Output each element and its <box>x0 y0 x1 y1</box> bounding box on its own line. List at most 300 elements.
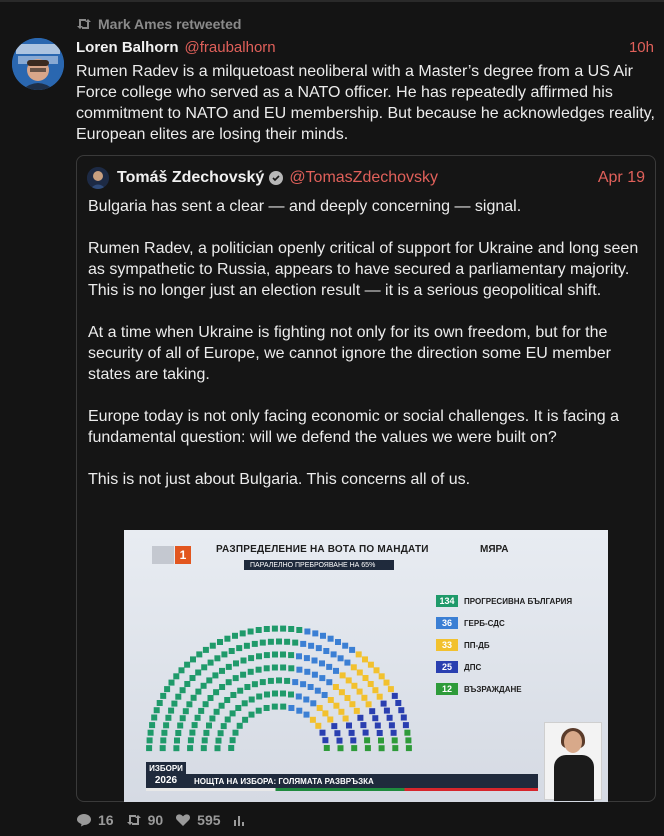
seat-mark <box>221 651 227 657</box>
seat-mark <box>346 723 352 729</box>
seat-mark <box>256 653 262 659</box>
avatar[interactable] <box>12 38 64 90</box>
seat-mark <box>312 658 318 664</box>
seat-mark <box>392 693 398 699</box>
seat-mark <box>244 643 250 649</box>
seat-mark <box>157 700 163 706</box>
seat-mark <box>256 694 262 700</box>
seat-mark <box>229 648 235 654</box>
seat-mark <box>319 660 325 666</box>
seat-mark <box>177 723 183 729</box>
seat-mark <box>333 668 339 674</box>
seat-mark <box>406 745 412 751</box>
seat-mark <box>405 737 411 743</box>
seat-mark <box>215 745 221 751</box>
seat-mark <box>256 627 262 633</box>
seat-mark <box>361 695 367 701</box>
seat-mark <box>392 737 398 743</box>
seat-mark <box>398 707 404 713</box>
seat-mark <box>219 684 225 690</box>
seat-mark <box>213 689 219 695</box>
seat-mark <box>248 655 254 661</box>
seat-mark <box>354 708 360 714</box>
seat-mark <box>368 681 374 687</box>
seat-mark <box>280 704 286 710</box>
seat-mark <box>210 643 216 649</box>
quote-text <box>88 196 646 511</box>
seat-mark <box>151 715 157 721</box>
seat-mark <box>180 687 186 693</box>
seat-mark <box>256 667 262 673</box>
parliament-seat-chart <box>124 570 434 770</box>
seat-mark <box>322 710 328 716</box>
channel-logo-icon <box>152 546 174 564</box>
seat-mark <box>249 697 255 703</box>
reply-icon <box>76 813 92 827</box>
seat-mark <box>296 627 302 633</box>
legend-row <box>436 612 596 634</box>
seat-mark <box>237 688 243 694</box>
seat-mark <box>328 636 334 642</box>
seat-mark <box>260 679 266 685</box>
seat-mark <box>328 697 334 703</box>
seat-mark <box>214 709 220 715</box>
seat-mark <box>233 660 239 666</box>
seat-mark <box>351 664 357 670</box>
seat-mark <box>372 687 378 693</box>
seat-mark <box>308 684 314 690</box>
reply-count: 16 <box>98 812 114 828</box>
seat-mark <box>163 722 169 728</box>
seat-mark <box>160 745 166 751</box>
seat-mark <box>333 684 339 690</box>
seat-mark <box>192 722 198 728</box>
seat-mark <box>272 652 278 658</box>
seat-mark <box>161 730 167 736</box>
legend-row <box>436 656 596 678</box>
seat-mark <box>391 730 397 736</box>
seat-mark <box>252 641 258 647</box>
seat-mark <box>230 692 236 698</box>
seat-mark <box>292 640 298 646</box>
seat-mark <box>364 737 370 743</box>
seat-mark <box>228 745 234 751</box>
seat-mark <box>237 723 243 729</box>
author-handle[interactable]: @fraubalhorn <box>184 38 276 56</box>
seat-mark <box>201 745 207 751</box>
seat-mark <box>169 680 175 686</box>
seat-mark <box>350 737 356 743</box>
seat-mark <box>288 626 294 632</box>
graphic-subtitle: ПАРАЛЕЛНО ПРЕБРОЯВАНЕ НА 65% <box>244 560 394 570</box>
seat-mark <box>221 723 227 729</box>
legend-row <box>436 590 596 612</box>
seat-mark <box>360 722 366 728</box>
seat-mark <box>377 694 383 700</box>
seat-mark <box>252 681 258 687</box>
seat-mark <box>345 695 351 701</box>
seat-mark <box>208 695 214 701</box>
seat-mark <box>319 675 325 681</box>
seat-mark <box>384 680 390 686</box>
seat-mark <box>226 679 232 685</box>
seat-mark <box>171 701 177 707</box>
seat-mark <box>195 715 201 721</box>
graphic-title: РАЗПРЕДЕЛЕНИЕ НА ВОТА ПО МАНДАТИ <box>216 544 429 555</box>
like-action[interactable] <box>175 812 220 828</box>
quote-paragraph: Rumen Radev, a politician openly critical of support for Ukraine and long seen as sympathetic to Russia, appears to have secured a parliamentary majority. This is no longer just an election result — it is a serious geopolitical shift. <box>88 240 639 299</box>
seat-mark <box>365 745 371 751</box>
seat-mark <box>190 656 196 662</box>
quote-author-name[interactable]: Tomáš Zdechovský <box>117 169 265 186</box>
seat-mark <box>363 675 369 681</box>
seat-mark <box>351 745 357 751</box>
seat-mark <box>232 633 238 639</box>
tweet-header <box>76 37 656 57</box>
seat-mark <box>375 723 381 729</box>
seat-mark <box>296 667 302 673</box>
seat-mark <box>148 730 154 736</box>
legend-seats: 36 <box>436 617 458 629</box>
seat-mark <box>312 672 318 678</box>
seat-mark <box>179 667 185 673</box>
seat-mark <box>230 710 236 716</box>
seat-mark <box>191 695 197 701</box>
seat-mark <box>379 745 385 751</box>
seat-mark <box>288 692 294 698</box>
seat-mark <box>268 678 274 684</box>
seat-mark <box>272 626 278 632</box>
seat-mark <box>349 730 355 736</box>
seat-mark <box>164 686 170 692</box>
seat-mark <box>264 665 270 671</box>
retweeted-by-label[interactable]: Mark Ames retweeted <box>98 16 242 32</box>
seat-mark <box>183 708 189 714</box>
seat-mark <box>224 636 230 642</box>
reply-action[interactable] <box>76 812 114 828</box>
seat-mark <box>349 701 355 707</box>
ticker-year: 2026 <box>154 775 178 786</box>
seat-mark <box>304 712 310 718</box>
retweet-indicator <box>76 15 241 33</box>
seat-mark <box>224 697 230 703</box>
seat-mark <box>149 722 155 728</box>
legend-party-name: ДПС <box>464 662 482 672</box>
seat-mark <box>334 730 340 736</box>
retweet-action[interactable] <box>126 812 164 828</box>
seat-mark <box>315 688 321 694</box>
seat-mark <box>195 670 201 676</box>
legend-party-name: ВЪЗРАЖДАНЕ <box>464 684 522 694</box>
seat-mark <box>175 730 181 736</box>
seat-mark <box>248 669 254 675</box>
seat-mark <box>303 697 309 703</box>
seat-mark <box>338 745 344 751</box>
seat-mark <box>206 677 212 683</box>
seat-mark <box>184 681 190 687</box>
seat-mark <box>312 630 318 636</box>
like-count: 595 <box>197 812 221 828</box>
seat-mark <box>264 705 270 711</box>
seat-mark <box>377 730 383 736</box>
seat-mark <box>357 715 363 721</box>
seat-mark <box>326 679 332 685</box>
seat-mark <box>304 669 310 675</box>
quote-media-image[interactable] <box>124 530 608 802</box>
seat-mark <box>242 700 248 706</box>
seat-mark <box>233 675 239 681</box>
seat-mark <box>324 745 330 751</box>
seat-mark <box>203 730 209 736</box>
seat-mark <box>242 717 248 723</box>
seat-mark <box>165 715 171 721</box>
seat-mark <box>296 694 302 700</box>
seat-mark <box>387 715 393 721</box>
seat-mark <box>349 647 355 653</box>
seat-mark <box>288 652 294 658</box>
interpreter-head <box>564 731 582 753</box>
seat-mark <box>249 712 255 718</box>
seat-mark <box>233 730 239 736</box>
seat-mark <box>342 643 348 649</box>
seat-mark <box>292 679 298 685</box>
seat-mark <box>315 723 321 729</box>
quote-avatar[interactable] <box>87 167 109 189</box>
flag-stripe <box>146 788 538 791</box>
quote-header <box>87 167 645 189</box>
seat-mark <box>268 639 274 645</box>
seat-mark <box>308 643 314 649</box>
retweet-count: 90 <box>147 812 164 828</box>
seat-mark <box>331 651 337 657</box>
sign-language-interpreter <box>544 722 602 800</box>
seat-mark <box>392 745 398 751</box>
seat-mark <box>244 684 250 690</box>
seat-mark <box>379 673 385 679</box>
seat-mark <box>344 660 350 666</box>
seat-mark <box>180 715 186 721</box>
party-legend <box>436 590 596 700</box>
seat-mark <box>219 668 225 674</box>
seat-mark <box>154 707 160 713</box>
seat-mark <box>217 639 223 645</box>
seat-mark <box>235 705 241 711</box>
seat-mark <box>190 675 196 681</box>
seat-mark <box>338 709 344 715</box>
seat-mark <box>260 640 266 646</box>
seat-mark <box>366 701 372 707</box>
seat-mark <box>381 701 387 707</box>
seat-mark <box>214 655 220 661</box>
seat-mark <box>363 730 369 736</box>
seat-mark <box>284 639 290 645</box>
seat-mark <box>378 738 384 744</box>
seat-mark <box>374 667 380 673</box>
seat-mark <box>296 708 302 714</box>
seat-mark <box>357 689 363 695</box>
tweet-time[interactable]: 10h <box>628 38 654 56</box>
seat-mark <box>256 708 262 714</box>
ticker-top-label: ИЗБОРИ <box>149 764 183 773</box>
seat-mark <box>369 708 375 714</box>
seat-mark <box>173 745 179 751</box>
seat-mark <box>276 677 282 683</box>
seat-mark <box>272 691 278 697</box>
heart-icon <box>175 813 191 827</box>
seat-mark <box>300 681 306 687</box>
seat-mark <box>288 665 294 671</box>
legend-seats: 134 <box>436 595 458 607</box>
seat-mark <box>340 672 346 678</box>
seat-mark <box>284 678 290 684</box>
seat-mark <box>320 633 326 639</box>
quote-time[interactable]: Apr 19 <box>597 169 645 186</box>
seat-mark <box>343 716 349 722</box>
seat-mark <box>276 639 282 645</box>
tweet-text: Rumen Radev is a milquetoast neoliberal with a Master’s degree from a US Air Force college who served as a NATO officer. He has repeatedly affirmed his commitment to NATO and EU membership. But because he acknowledges reality, European elites are losing their minds. <box>76 63 655 143</box>
seat-mark <box>175 694 181 700</box>
seat-mark <box>272 665 278 671</box>
seat-mark <box>186 701 192 707</box>
seat-mark <box>280 626 286 632</box>
seat-mark <box>317 705 323 711</box>
legend-seats: 33 <box>436 639 458 651</box>
retweet-icon <box>126 813 142 827</box>
seat-mark <box>389 722 395 728</box>
seat-mark <box>209 716 215 722</box>
seat-mark <box>404 730 410 736</box>
analytics-action[interactable] <box>233 813 245 827</box>
seat-mark <box>195 689 201 695</box>
seat-mark <box>388 686 394 692</box>
seat-mark <box>338 655 344 661</box>
seat-mark <box>187 745 193 751</box>
seat-mark <box>160 737 166 743</box>
seat-mark <box>174 738 180 744</box>
tweet-actions <box>76 810 249 830</box>
seat-mark <box>230 737 236 743</box>
analytics-icon <box>233 813 245 827</box>
seat-mark <box>206 723 212 729</box>
legend-party-name: ПП-ДБ <box>464 640 490 650</box>
seat-mark <box>323 648 329 654</box>
seat-mark <box>225 717 231 723</box>
seat-mark <box>212 672 218 678</box>
seat-mark <box>201 683 207 689</box>
seat-mark <box>351 683 357 689</box>
legend-row <box>436 634 596 656</box>
quote-author-handle[interactable]: @TomasZdechovsky <box>289 169 439 186</box>
channel-number: 1 <box>175 546 191 564</box>
seat-mark <box>322 692 328 698</box>
seat-mark <box>304 655 310 661</box>
seat-mark <box>272 704 278 710</box>
seat-mark <box>264 692 270 698</box>
seat-mark <box>203 647 209 653</box>
seat-mark <box>226 664 232 670</box>
seat-mark <box>310 717 316 723</box>
seat-mark <box>280 652 286 658</box>
seat-mark <box>188 737 194 743</box>
seat-mark <box>357 670 363 676</box>
seat-mark <box>337 738 343 744</box>
seat-mark <box>218 730 224 736</box>
graphic-brand: МЯРА <box>480 544 509 555</box>
quoted-tweet[interactable] <box>76 155 656 802</box>
author-name[interactable]: Loren Balhorn <box>76 38 179 56</box>
seat-mark <box>362 656 368 662</box>
seat-mark <box>264 626 270 632</box>
seat-mark <box>288 705 294 711</box>
legend-seats: 12 <box>436 683 458 695</box>
retweet-icon <box>76 17 92 31</box>
legend-party-name: ПРОГРЕСИВНА БЪЛГАРИЯ <box>464 596 573 606</box>
ticker-text: НОЩТА НА ИЗБОРА: ГОЛЯМАТА РАЗВРЪЗКА <box>186 774 538 788</box>
seat-mark <box>219 703 225 709</box>
seat-mark <box>240 672 246 678</box>
seat-mark <box>368 662 374 668</box>
seat-mark <box>395 700 401 706</box>
legend-seats: 25 <box>436 661 458 673</box>
seat-mark <box>322 737 328 743</box>
seat-mark <box>403 722 409 728</box>
seat-mark <box>198 708 204 714</box>
seat-mark <box>280 665 286 671</box>
seat-mark <box>331 723 337 729</box>
seat-mark <box>280 691 286 697</box>
seat-mark <box>264 652 270 658</box>
seat-mark <box>147 737 153 743</box>
seat-mark <box>240 630 246 636</box>
seat-mark <box>310 700 316 706</box>
legend-party-name: ГЕРБ-СДС <box>464 618 505 628</box>
seat-mark <box>184 662 190 668</box>
seat-mark <box>216 738 222 744</box>
quote-paragraph: At a time when Ukraine is fighting not only for its own freedom, but for the security of all of Europe, we cannot ignore the direction some EU member states are taking. <box>88 324 611 383</box>
seat-mark <box>356 651 362 657</box>
seat-mark <box>146 745 152 751</box>
seat-mark <box>203 701 209 707</box>
seat-mark <box>201 664 207 670</box>
quote-paragraph: This is not just about Bulgaria. This concerns all of us. <box>88 471 471 488</box>
verified-icon <box>269 171 283 185</box>
seat-mark <box>300 641 306 647</box>
seat-mark <box>160 693 166 699</box>
seat-mark <box>327 717 333 723</box>
seat-mark <box>189 730 195 736</box>
seat-mark <box>384 708 390 714</box>
seat-mark <box>316 645 322 651</box>
seat-mark <box>296 653 302 659</box>
interpreter-body <box>554 755 594 801</box>
seat-mark <box>401 715 407 721</box>
seat-mark <box>168 708 174 714</box>
seat-mark <box>339 689 345 695</box>
seat-mark <box>304 629 310 635</box>
quote-paragraph: Europe today is not only facing economic or social challenges. It is facing a fundamental question: will we defend the values we were built on? <box>88 408 619 446</box>
top-divider <box>0 0 664 2</box>
seat-mark <box>248 629 254 635</box>
seat-mark <box>335 639 341 645</box>
legend-row <box>436 678 596 700</box>
seat-mark <box>196 651 202 657</box>
seat-mark <box>326 664 332 670</box>
seat-mark <box>241 658 247 664</box>
seat-mark <box>372 715 378 721</box>
seat-mark <box>320 730 326 736</box>
quote-paragraph: Bulgaria has sent a clear — and deeply concerning — signal. <box>88 198 522 215</box>
seat-mark <box>208 660 214 666</box>
